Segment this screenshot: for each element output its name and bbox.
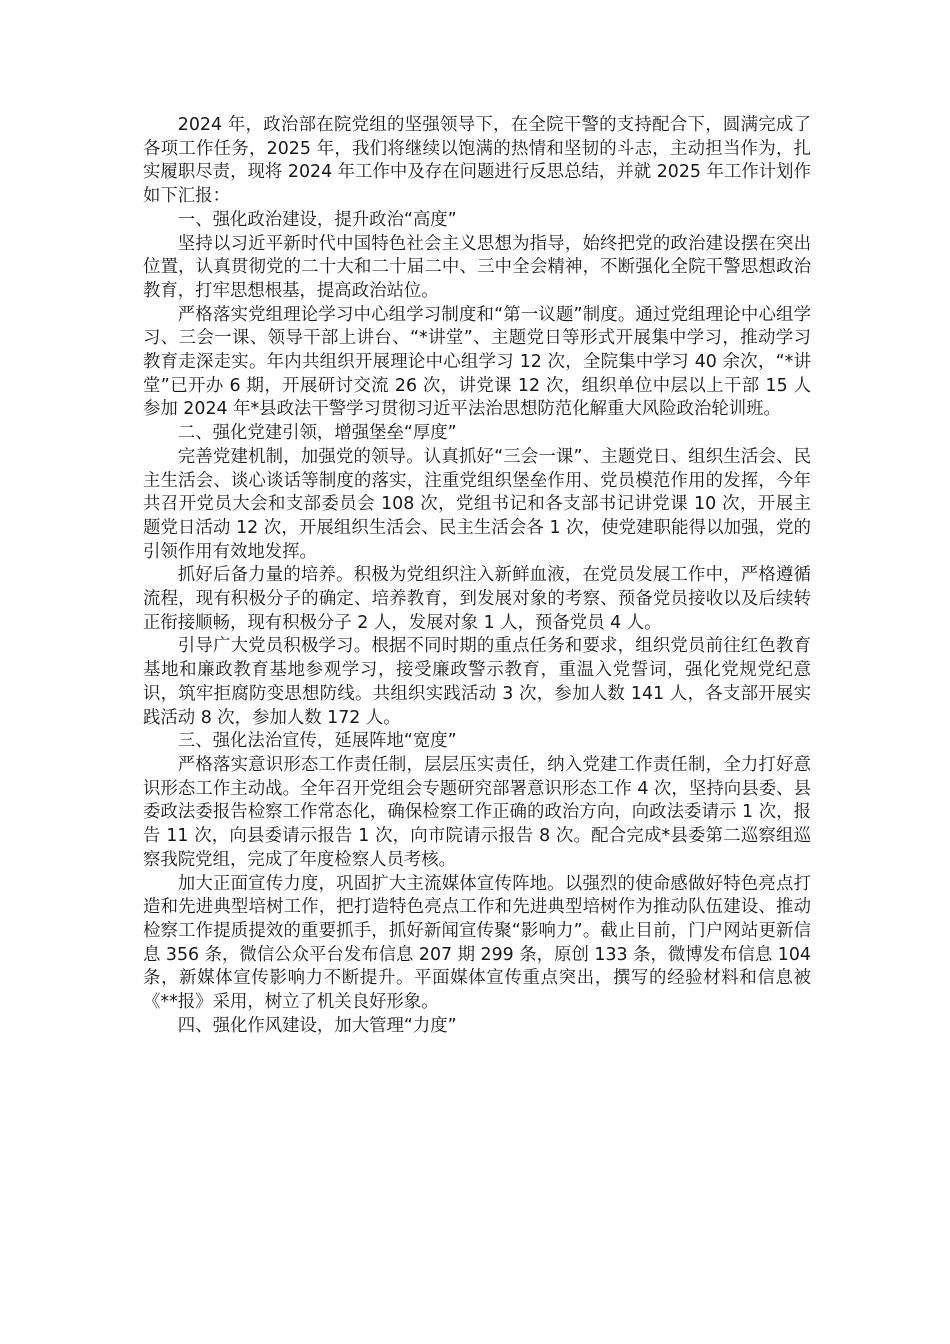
section-3-heading: 三、强化法治宣传，延展阵地“宽度” — [177, 731, 457, 752]
section-2-paragraph-3: 引导广大党员积极学习。根据不同时期的重点任务和要求，组织党员前往红色教育基地和廉政教育基地参观学习，接受廉政警示教育，重温入党誓词，强化党规党纪意识，筑牢拒腐防变思想防线。共组织实践活动 3 次，参加人数 141 人，各支部开展实践活动 8 次，参加人数 172 人。 — [143, 636, 811, 728]
section-2-paragraph-1: 完善党建机制，加强党的领导。认真抓好“三会一课”、主题党日、组织生活会、民主生活会、谈心谈话等制度的落实，注重党组织堡垒作用、党员模范作用的发挥，今年共召开党员大会和支部委员会 108 次，党组书记和各支部书记讲党课 10 次，开展主题党日活动 12 次，开展组织生活会、民主生活会各 1 次，使党建职能得以加强，党的引领作用有效地发挥。 — [143, 446, 811, 562]
section-1-paragraph-1: 坚持以习近平新时代中国特色社会主义思想为指导，始终把党的政治建设摆在突出位置，认真贯彻党的二十大和二十届二中、三中全会精神，不断强化全院干警思想政治教育，打牢思想根基，提高政治站位。 — [143, 233, 811, 301]
section-2-heading: 二、强化党建引领，增强堡垒“厚度” — [177, 423, 457, 444]
section-1-paragraph-2: 严格落实党组理论学习中心组学习制度和“第一议题”制度。通过党组理论中心组学习、三会一课、领导干部上讲台、“*讲堂”、主题党日等形式开展集中学习，推动学习教育走深走实。年内共组织开展理论中心组学习 12 次，全院集中学习 40 余次，“*讲堂”已开办 6 期，开展研讨交流 26 次，讲党课 12 次，组织单位中层以上干部 15 人参加 2024 年*县政法干警学习贯彻习近平法治思想防范化解重大风险政治轮训班。 — [143, 304, 811, 420]
section-2-paragraph-2: 抓好后备力量的培养。积极为党组织注入新鲜血液，在党员发展工作中，严格遵循流程，现有积极分子的确定、培养教育，到发展对象的考察、预备党员接收以及后续转正衔接顺畅，现有积极分子 2 人，发展对象 1 人，预备党员 4 人。 — [143, 565, 811, 633]
section-3-paragraph-1: 严格落实意识形态工作责任制，层层压实责任，纳入党建工作责任制，全力打好意识形态工作主动战。全年召开党组会专题研究部署意识形态工作 4 次，坚持向县委、县委政法委报告检察工作常态化，确保检察工作正确的政治方向，向政法委请示 1 次，报告 11 次，向县委请示报告 1 次，向市院请示报告 8 次。配合完成*县委第二巡察组巡察我院党组，完成了年度检察人员考核。 — [143, 754, 811, 870]
section-4-heading: 四、强化作风建设，加大管理“力度” — [177, 1015, 457, 1036]
section-3-paragraph-2: 加大正面宣传力度，巩固扩大主流媒体宣传阵地。以强烈的使命感做好特色亮点打造和先进典型培树工作，把打造特色亮点工作和先进典型培树作为推动队伍建设、推动检察工作提质提效的重要抓手，抓好新闻宣传聚“影响力”。截止目前，门户网站更新信息 356 条，微信公众平台发布信息 207 期 299 条，原创 133 条，微博发布信息 104 条，新媒体宣传影响力不断提升。平面媒体宣传重点突出，撰写的经验材料和信息被《**报》采用，树立了机关良好形象。 — [143, 873, 811, 1013]
document-page — [143, 114, 811, 1038]
section-1-heading: 一、强化政治建设，提升政治“高度” — [177, 209, 457, 230]
intro-paragraph: 2024 年，政治部在院党组的坚强领导下，在全院干警的支持配合下，圆满完成了各项工作任务，2025 年，我们将继续以饱满的热情和坚韧的斗志，主动担当作为，扎实履职尽责，现将 2024 年工作中及存在问题进行反思总结，并就 2025 年工作计划作如下汇报： — [143, 115, 811, 207]
